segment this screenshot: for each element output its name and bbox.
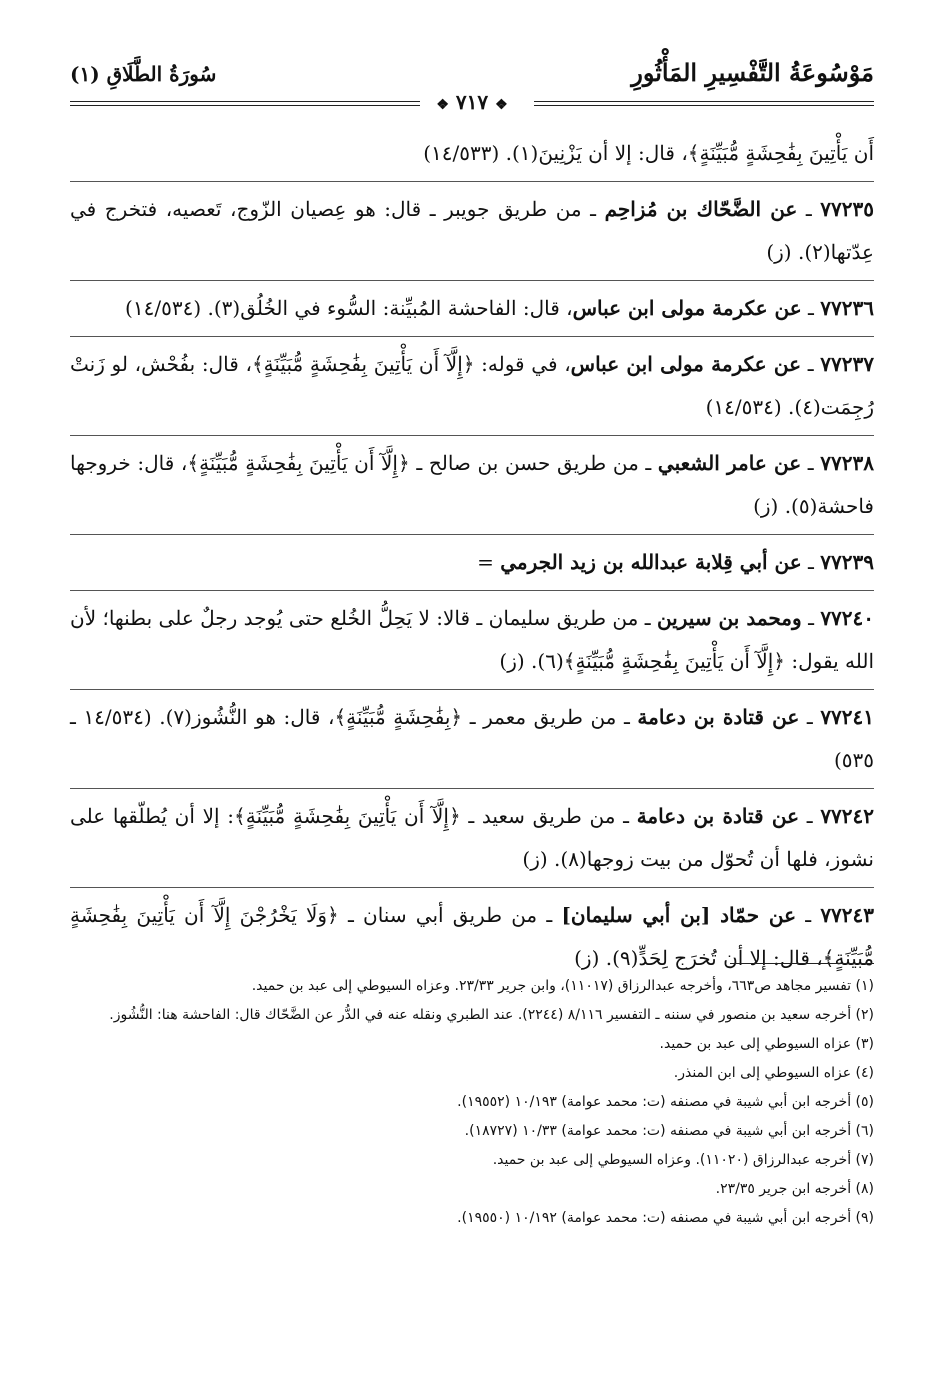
entry-source: عن حمّاد [بن أبي سليمان]	[561, 903, 797, 927]
entry: ٧٧٢٣٨ ـ عن عامر الشعبي ـ من طريق حسن بن صالح ـ ﴿إِلَّآ أَن يَأْتِينَ بِفَٰحِشَةٍ مُّبَيِّنَةٍ﴾، قال: خروجها فاحشة(٥). (ز)	[70, 442, 874, 535]
entry: ٧٧٢٤٠ ـ ومحمد بن سيرين ـ من طريق سليمان ـ قالا: لا يَحِلُّ الخُلع حتى يُوجد رجلٌ على بطنها؛ لأن الله يقول: ﴿إِلَّآ أَن يَأْتِينَ بِفَٰحِشَةٍ مُّبَيِّنَةٍ﴾(٦). (ز)	[70, 597, 874, 690]
entry-number: ٧٧٢٣٦	[820, 296, 874, 320]
entry-number: ٧٧٢٣٧	[820, 352, 875, 376]
entry-source: عن عكرمة مولى ابن عباس	[572, 296, 802, 320]
footnote: (٦) أخرجه ابن أبي شيبة في مصنفه (ت: محمد عوامة) ١٠/٣٣ (١٨٧٢٧).	[464, 1123, 874, 1139]
entry: ٧٧٢٣٩ ـ عن أبي قِلابة عبدالله بن زيد الجرمي =	[70, 541, 874, 591]
entry	[70, 132, 874, 182]
entry-source: عن عكرمة مولى ابن عباس	[570, 352, 802, 376]
header-rule-line	[70, 101, 420, 102]
footnote: (٣) عزاه السيوطي إلى عبد بن حميد.	[659, 1036, 874, 1052]
surah-title: سُورَةُ الطَّلَاقِ (١)	[70, 62, 217, 86]
entry-text: ـ من طريق حسن بن صالح ـ ﴿إِلَّآ أَن يَأْتِينَ بِفَٰحِشَةٍ مُّبَيِّنَةٍ﴾، قال: خروجها فاحشة(٥). (ز)	[70, 451, 874, 518]
ornament-icon: ❖	[436, 97, 449, 113]
entry: ٧٧٢٣٧ ـ عن عكرمة مولى ابن عباس، في قوله: ﴿إِلَّآ أَن يَأْتِينَ بِفَٰحِشَةٍ مُّبَيِّنَةٍ﴾، قال: بفُحْش، لو زَنتْ رُجِمَت(٤). (١٤/٥٣٤)	[70, 343, 874, 436]
entry-text: ـ من طريق سليمان ـ قالا: لا يَحِلُّ الخُلع حتى يُوجد رجلٌ على بطنها؛ لأن الله يقول: ﴿إِلَّآ أَن يَأْتِينَ بِفَٰحِشَةٍ مُّبَيِّنَةٍ﴾(٦). (ز)	[70, 606, 874, 673]
footnote: (٥) أخرجه ابن أبي شيبة في مصنفه (ت: محمد عوامة) ١٠/١٩٣ (١٩٥٥٢).	[457, 1094, 874, 1110]
header-rule	[70, 92, 874, 112]
entry: ٧٧٢٤١ ـ عن قتادة بن دعامة ـ من طريق معمر ـ ﴿بِفَٰحِشَةٍ مُّبَيِّنَةٍ﴾، قال: هو النُّشُوز(٧). (١٤/٥٣٤ ـ ٥٣٥)	[70, 696, 874, 789]
entry-text: ـ من طريق معمر ـ ﴿بِفَٰحِشَةٍ مُّبَيِّنَةٍ﴾، قال: هو النُّشُوز(٧). (١٤/٥٣٤ ـ ٥٣٥)	[70, 705, 874, 772]
book-title: مَوْسُوعَةُ التَّفْسِيرِ المَأْثُورِ	[631, 58, 874, 87]
footnote-separator	[730, 963, 874, 964]
entry-text: أَن يَأْتِينَ بِفَٰحِشَةٍ مُّبَيِّنَةٍ﴾، قال: إلا أن يَزْنِينَ(١). (١٤/٥٣٣)	[423, 141, 874, 165]
page-number	[420, 90, 524, 114]
footnotes	[70, 972, 874, 1233]
entry: ٧٧٢٤٣ ـ عن حمّاد [بن أبي سليمان] ـ من طريق أبي سنان ـ ﴿وَلَا يَخْرُجْنَ إِلَّآ أَن يَأْتِينَ بِفَٰحِشَةٍ مُّبَيِّنَةٍ﴾، قال: إلا أن تُخرَج لِحَدٍّ(٩). (ز)	[70, 903, 875, 970]
entry-number: ٧٧٢٣٩	[820, 550, 874, 574]
entry-text: ، في قوله: ﴿إِلَّآ أَن يَأْتِينَ بِفَٰحِشَةٍ مُّبَيِّنَةٍ﴾، قال: بفُحْش، لو زَنتْ رُجِمَت(٤). (١٤/٥٣٤)	[70, 352, 874, 419]
ornament-icon: ❖	[495, 97, 508, 113]
page-number-text: ٧١٧	[455, 90, 489, 114]
page-header	[70, 54, 874, 114]
entry: ٧٧٢٣٥ ـ عن الضَّحّاك بن مُزاحِم ـ من طريق جويبر ـ قال: هو عِصيان الزّوج، تَعصيه، فتخرج في عِدّتها(٢). (ز)	[70, 188, 874, 281]
entry-number: ٧٧٢٤٢	[820, 804, 875, 828]
footnote: (٩) أخرجه ابن أبي شيبة في مصنفه (ت: محمد عوامة) ١٠/١٩٢ (١٩٥٥٠).	[457, 1210, 874, 1226]
entry-text: =	[477, 550, 494, 574]
entry: ٧٧٢٤٢ ـ عن قتادة بن دعامة ـ من طريق سعيد ـ ﴿إِلَّآ أَن يَأْتِينَ بِفَٰحِشَةٍ مُّبَيِّنَةٍ﴾: إلا أن يُطلّقها على نشوز، فلها أن تُحوّل من بيت زوجها(٨). (ز)	[70, 795, 874, 888]
footnote: (٤) عزاه السيوطي إلى ابن المنذر.	[673, 1065, 874, 1081]
header-rule-line	[534, 105, 874, 106]
entry-text: ـ من طريق سعيد ـ ﴿إِلَّآ أَن يَأْتِينَ بِفَٰحِشَةٍ مُّبَيِّنَةٍ﴾: إلا أن يُطلّقها على نشوز، فلها أن تُحوّل من بيت زوجها(٨). (ز)	[70, 804, 874, 871]
entry-number: ٧٧٢٤١	[820, 705, 875, 729]
entry-source: عن قتادة بن دعامة	[637, 705, 800, 729]
footnote: (٨) أخرجه ابن جرير ٢٣/٣٥.	[715, 1181, 874, 1197]
entry-source: عن الضَّحّاك بن مُزاحِم	[604, 197, 798, 221]
footnote: (٧) أخرجه عبدالرزاق (١١٠٢٠). وعزاه السيوطي إلى عبد بن حميد.	[492, 1152, 874, 1168]
entry-number: ٧٧٢٣٨	[820, 451, 874, 475]
entry-text: ـ من طريق جويبر ـ قال: هو عِصيان الزّوج، تَعصيه، فتخرج في عِدّتها(٢). (ز)	[70, 197, 874, 264]
header-rule-line	[534, 101, 874, 102]
page	[70, 0, 874, 1379]
entry-source: ومحمد بن سيرين	[656, 606, 802, 630]
header-rule-line	[70, 105, 420, 106]
entry-number: ٧٧٢٤٠	[820, 606, 875, 630]
entry: ٧٧٢٣٦ ـ عن عكرمة مولى ابن عباس، قال: الفاحشة المُبيِّنة: السُّوء في الخُلُق(٣). (١٤/٥٣٤)	[70, 287, 874, 337]
entry-text: ـ من طريق أبي سنان ـ ﴿وَلَا يَخْرُجْنَ إِلَّآ أَن يَأْتِينَ بِفَٰحِشَةٍ مُّبَيِّنَةٍ﴾، قال: إلا أن تُخرَج لِحَدٍّ(٩). (ز)	[70, 903, 874, 970]
footnote: (٢) أخرجه سعيد بن منصور في سننه ـ التفسير ٨/١١٦ (٢٢٤٤). عند الطبري ونقله عنه في الدُّر عن الضَّحّاك قال: الفاحشة هنا: النُّشُوز.	[109, 1007, 874, 1023]
entry-source: عن عامر الشعبي	[657, 451, 802, 475]
footnote: (١) تفسير مجاهد ص٦٦٣، وأخرجه عبدالرزاق (١١٠١٧)، وابن جرير ٢٣/٣٣. وعزاه السيوطي إلى عبد بن حميد.	[251, 978, 874, 994]
entry-source: عن أبي قِلابة عبدالله بن زيد الجرمي	[500, 550, 802, 574]
entry-source: عن قتادة بن دعامة	[636, 804, 800, 828]
entry-number: ٧٧٢٤٣	[820, 903, 875, 927]
entry-number: ٧٧٢٣٥	[820, 197, 875, 221]
main-content	[70, 132, 874, 992]
entry-text: ، قال: الفاحشة المُبيِّنة: السُّوء في الخُلُق(٣). (١٤/٥٣٤)	[125, 296, 573, 320]
